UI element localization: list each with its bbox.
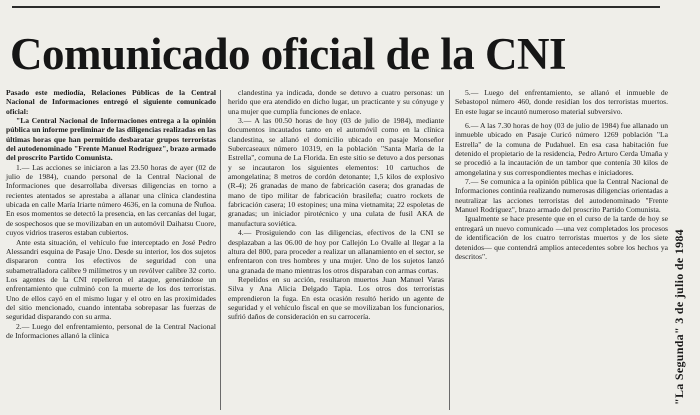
paragraph: 2.— Luego del enfrentamiento, personal de la Central Nacional de Informaciones allanó la clínica: [6, 321, 216, 340]
paragraph: 3.— A las 00.50 horas de hoy (03 de julio de 1984), mediante documentos incautados tanto en el automóvil como en la clínica clandestina, se allanó el domicilio ubicado en pasaje Monseñor Subercaseaux número 10319, en la población "Santa María de la Estrella", comuna de La Florida. En este sitio se detuvo a dos personas y se incautaron los siguientes elementos: 10 cartuchos de amongelatina; 8 metros de cordón detonante; 1,5 kilos de explosivo (R-4); 26 granadas de mano de fabricación casera; dos granadas de mano de tipo militar de fabricación brasileña; cuatro rockets de fabricación casera; 10 estopines; una mina vietnamita; 22 espoletas de granadas; un iniciador pirotécnico y una culata de fusil AKA de manufactura soviética.: [228, 116, 444, 228]
paragraph: clandestina ya indicada, donde se detuvo a cuatro personas: un herido que era atendido en dicho lugar, un practicante y su cónyuge y una mujer que cumplía funciones de enlace.: [228, 88, 444, 116]
column-1: [6, 88, 216, 340]
paragraph: Ante esta situación, el vehículo fue interceptado en José Pedro Alessandri esquina de Pasaje Uno. Desde su interior, los dos sujetos dispararon contra los efectivos de seguridad con una subametralladora calibre 9 milímetros y un revólver calibre 32 corto. Los agentes de la CNI repelieron el ataque, generándose un enfrentamiento que culminó con la muerte de los dos terroristas. Uno de ellos cayó en el mismo lugar y el otro en las proximidades del sitio mencionado, cuando intentaba sobrepasar las fuerzas de seguridad disparando con su arma.: [6, 237, 216, 322]
paragraph: Pasado este mediodía, Relaciones Públicas de la Central Nacional de Informaciones entregó el siguiente comunicado oficial:: [6, 88, 216, 116]
paragraph: "La Central Nacional de Informaciones entrega a la opinión pública un informe preliminar de las diligencias realizadas en las últimas horas que han permitido desbaratar grupos terroristas del autodenominado "Frente Manuel Rodríguez", brazo armado del proscrito Partido Comunista.: [6, 116, 216, 163]
source-date-caption: "La Segunda" 3 de julio de 1984: [672, 229, 686, 405]
paragraph: 6.— A las 7.30 horas de hoy (03 de julio de 1984) fue allanado un inmueble ubicado en Pasaje Curicó número 1269 población "La Estrella" de la comuna de Pudahuel. En esa casa habitación fue detenido el propietario de la residencia, Pedro Arturo Cerda Umaña y se procedió a la incautación de un tambor que contenía 30 kilos de amongelatina y sus correspondientes mechas e iniciadores.: [455, 121, 668, 177]
column-divider: [220, 90, 221, 410]
headline: Comunicado oficial de la CNI: [10, 29, 567, 79]
column-divider: [449, 90, 450, 410]
column-3: [455, 88, 668, 261]
top-rule: [12, 6, 660, 8]
paragraph: 7.— Se comunica a la opinión pública que la Central Nacional de Informaciones continúa realizando numerosas diligencias orientadas a neutralizar las acciones terroristas del autodenominado "Frente Manuel Rodríguez", brazo armado del proscrito Partido Comunista.: [455, 177, 668, 215]
paragraph: 4.— Prosiguiendo con las diligencias, efectivos de la CNI se desplazaban a las 06.00 de hoy por Callejón Lo Ovalle al llegar a la altura del 800, para proceder a realizar un allanamiento en el sector, se enfrentaron con tres hombres y una mujer. Uno de los sujetos lanzó una granada de mano mientras los otros disparaban con armas cortas.: [228, 228, 444, 275]
column-2: [228, 88, 444, 322]
paragraph: 1.— Las acciones se iniciaron a las 23.50 horas de ayer (02 de julio de 1984), cuando personal de la Central Nacional de Informaciones que desarrollaba diversas diligencias en torno a recientes atentados se aprestaba a allanar una clínica clandestina ubicada en calle María Iriarte número 4636, en la comuna de Ñuñoa. En esos momentos se detectó la presencia, en las cercanías del lugar, de sospechosos que se movilizaban en un automóvil Daihatsu Cuore, cuyos vidrios traseros estaban cubiertos.: [6, 162, 216, 238]
paragraph: 5.— Luego del enfrentamiento, se allanó el inmueble de Sebastopol número 460, donde residían los dos terroristas muertos. En este lugar se incautó numeroso material subversivo.: [455, 88, 668, 116]
paragraph: Repelidos en su acción, resultaron muertos Juan Manuel Varas Silva y Ana Alicia Delgado Tapia. Los otros dos terroristas emprendieron la fuga. En esta ocasión resultó herido un agente de seguridad y el vehículo fiscal en que se movilizaban los funcionarios, sufrió daños de consideración en su carrocería.: [228, 274, 444, 322]
paragraph: Igualmente se hace presente que en el curso de la tarde de hoy se entregará un nuevo comunicado —una vez completados los procesos de identificación de los cuatro terroristas muertos y de los siete detenidos— que contendrá amplios antecedentes sobre los hechos ya descritos".: [455, 214, 668, 261]
